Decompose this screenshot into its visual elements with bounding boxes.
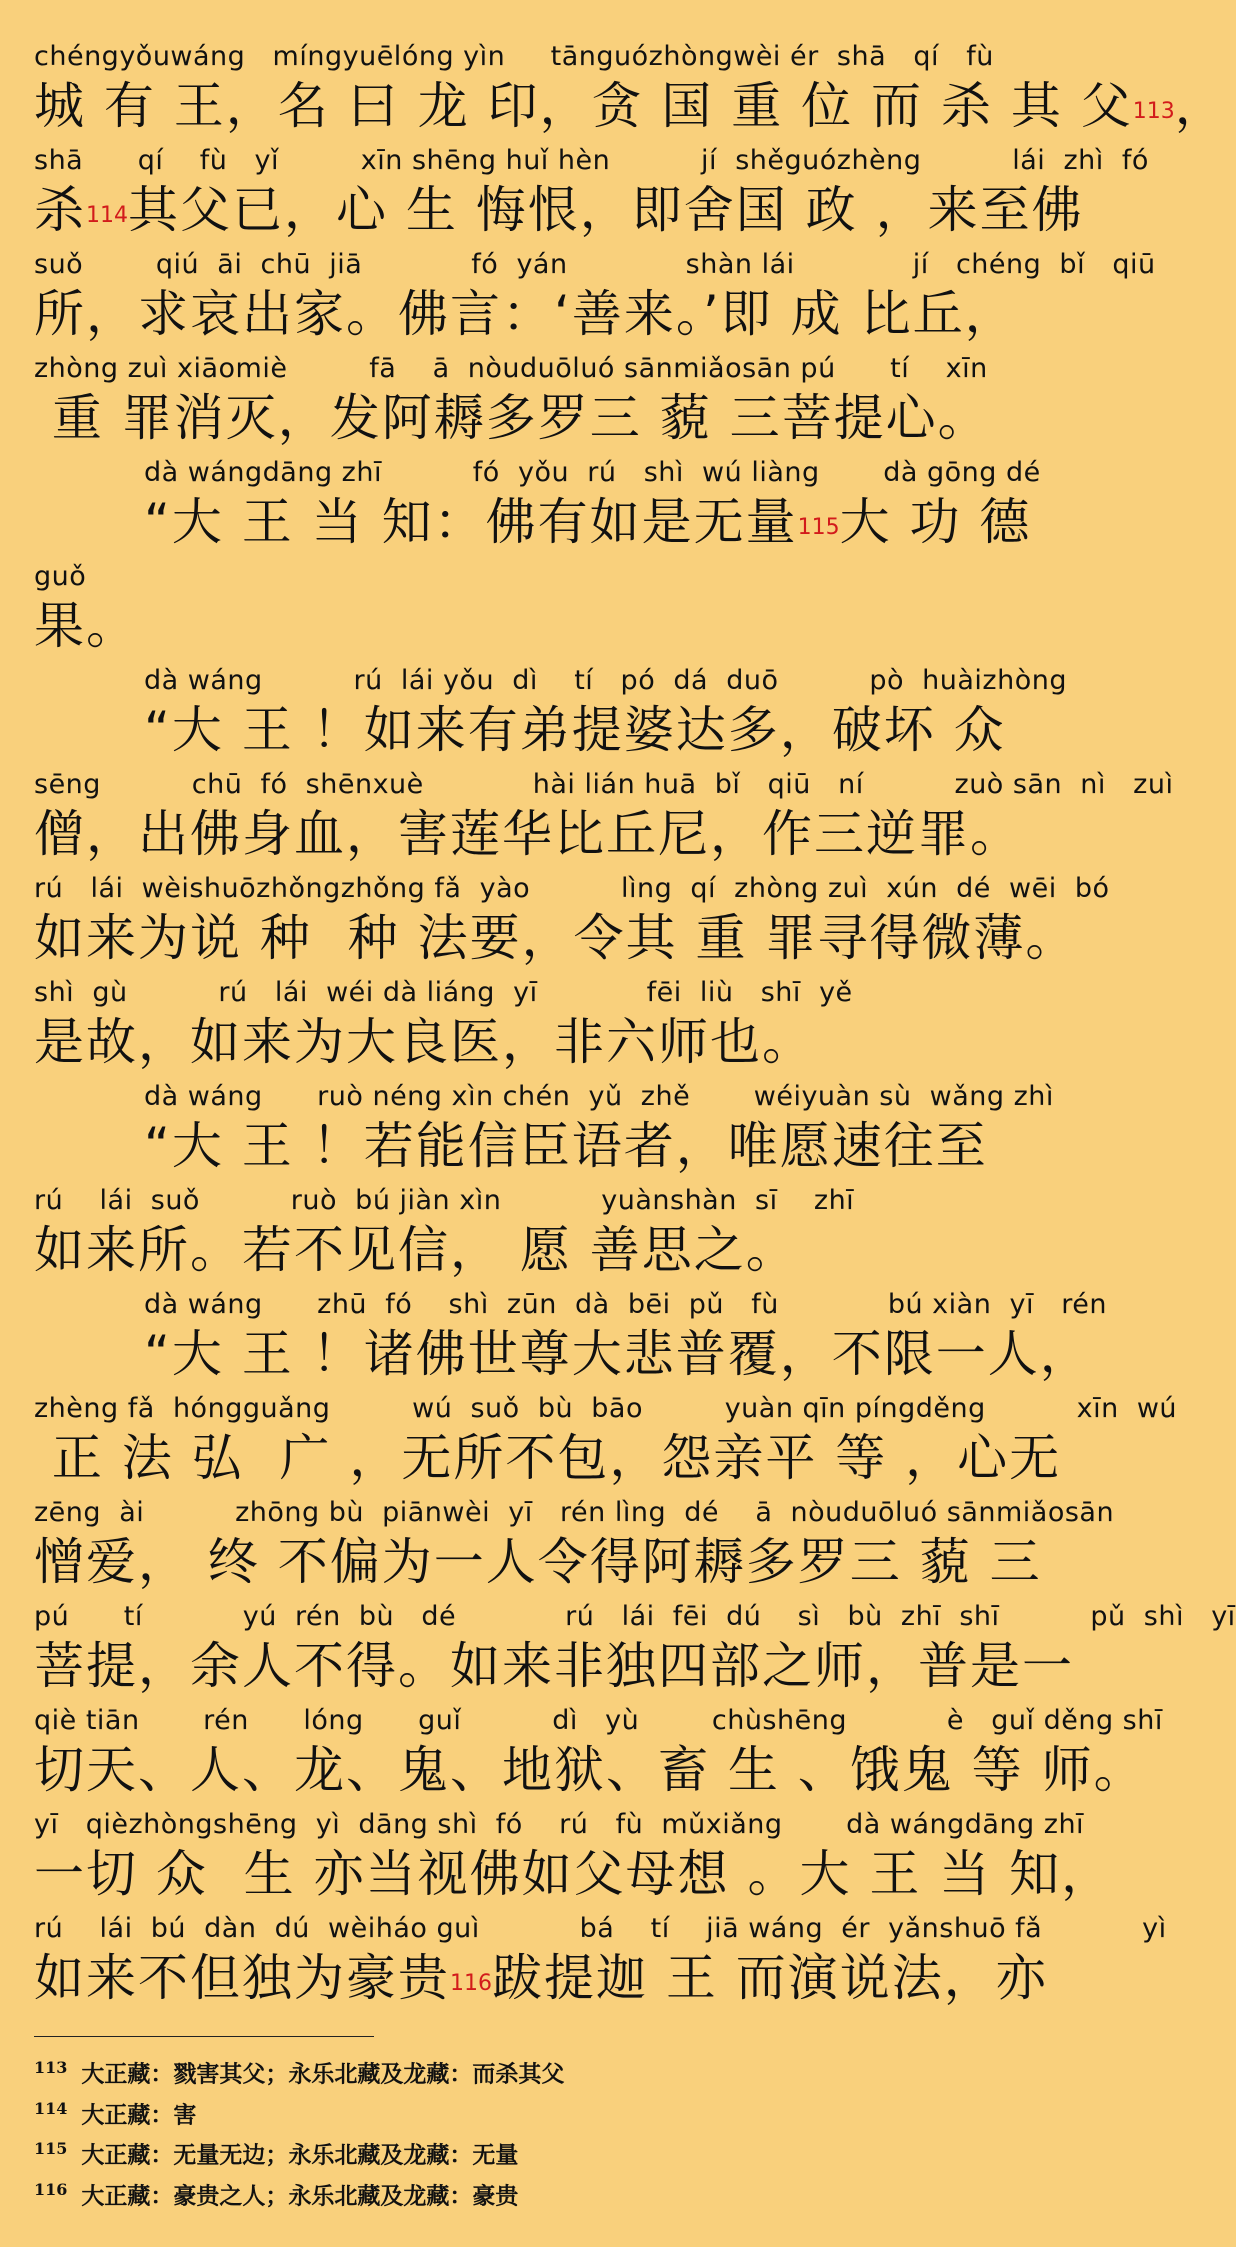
footnote-divider — [34, 2036, 374, 2037]
hanzi-line — [34, 1322, 1092, 1386]
text-line — [34, 768, 1174, 866]
text-line — [34, 664, 1067, 762]
text-line — [34, 976, 1046, 1074]
footnotes — [34, 2051, 1046, 2214]
hanzi-text: 切天、人、龙、鬼、地狱、畜 生 、饿鬼 等 师。 — [34, 1741, 1146, 1799]
hanzi-text: 正 法 弘 广 ，无所不包，怨亲平 等 ，心无 — [34, 1429, 1062, 1487]
footnote-ref[interactable]: 113 — [1132, 99, 1175, 124]
hanzi-text: 城 有 王，名 曰 龙 印，贪 国 重 位 而 杀 其 父 — [34, 77, 1133, 135]
hanzi-line — [34, 1426, 1062, 1490]
text-line — [34, 560, 1046, 658]
footnote — [34, 2132, 1046, 2173]
hanzi-text: 重 罪消灭，发阿耨多罗三 藐 三菩提心。 — [34, 389, 990, 447]
hanzi-text: 如来为说 种 种 法要，令其 重 罪寻得微薄。 — [34, 909, 1078, 967]
pinyin-line: pú tí yú rén bù dé rú lái fēi dú sì bù zhī shī pǔ shì yī — [34, 1601, 1236, 1632]
pinyin-line: dà wángdāng zhī fó yǒu rú shì wú liàng dà gōng dé — [144, 457, 1041, 488]
pinyin-line: zhèng fǎ hóngguǎng wú suǒ bù bāo yuàn qīn píngděng xīn wú — [34, 1393, 1178, 1424]
pinyin-line: zhòng zuì xiāomiè fā ā nòuduōluó sānmiǎosān pú tí xīn — [34, 353, 988, 384]
footnote-number: 114 — [34, 2098, 68, 2118]
footnote-ref[interactable]: 114 — [86, 203, 128, 228]
footnote-text: 大正藏：无量无边；永乐北藏及龙藏：无量 — [81, 2141, 519, 2169]
text-line — [34, 144, 1149, 242]
text-line — [34, 1392, 1178, 1490]
text-body — [34, 40, 1236, 2010]
text-line — [34, 456, 1046, 554]
pinyin-line: shā qí fù yǐ xīn shēng huǐ hèn jí shěguózhèng lái zhì fó — [34, 145, 1149, 176]
pinyin-line: suǒ qiú āi chū jiā fó yán shàn lái jí chéng bǐ qiū — [34, 249, 1156, 280]
hanzi-line — [34, 594, 1046, 658]
text-line — [34, 1704, 1163, 1802]
hanzi-line — [34, 1010, 1046, 1074]
hanzi-text: “大 王 ！如来有弟提婆达多，破坏 众 — [144, 701, 1006, 759]
pinyin-line: zēng ài zhōng bù piānwèi yī rén lìng dé ā nòuduōluó sānmiǎosān — [34, 1497, 1115, 1528]
text-line — [34, 1496, 1115, 1594]
hanzi-text: 果。 — [34, 597, 138, 655]
hanzi-text-tail: ， — [1174, 77, 1227, 135]
hanzi-text-tail: 其父已，心 生 悔恨，即舍国 政 ，来至佛 — [128, 181, 1084, 239]
hanzi-line — [34, 1114, 1046, 1178]
hanzi-line — [34, 282, 1046, 346]
hanzi-line — [34, 1634, 1074, 1698]
hanzi-text: 憎爱， 终 不偏为一人令得阿耨多罗三 藐 三 — [34, 1533, 1042, 1591]
text-line — [34, 40, 1227, 138]
pinyin-line: dà wáng ruò néng xìn chén yǔ zhě wéiyuàn sù wǎng zhì — [144, 1081, 1054, 1112]
hanzi-text: “大 王 ！若能信臣语者，唯愿速往至 — [144, 1117, 988, 1175]
hanzi-text: 僧，出佛身血，害莲华比丘尼，作三逆罪。 — [34, 805, 1022, 863]
footnote-ref[interactable]: 115 — [797, 515, 840, 540]
footnote — [34, 2092, 1046, 2133]
text-line — [34, 352, 1046, 450]
hanzi-text: 如来所。若不见信， 愿 善思之。 — [34, 1221, 798, 1279]
hanzi-line — [34, 1842, 1114, 1906]
hanzi-text: 是故，如来为大良医，非六师也。 — [34, 1013, 814, 1071]
pinyin-line: rú lái wèishuōzhǒngzhǒng fǎ yào lìng qí zhòng zuì xún dé wēi bó — [34, 873, 1110, 904]
footnote-text: 大正藏：害 — [81, 2101, 197, 2129]
text-line — [34, 1288, 1107, 1386]
footnote — [34, 2051, 1046, 2092]
pinyin-line: chéngyǒuwáng míngyuēlóng yìn tānguózhòngwèi ér shā qí fù — [34, 41, 994, 72]
hanzi-line — [34, 1530, 1046, 1594]
hanzi-line — [34, 74, 1227, 138]
footnote-ref[interactable]: 116 — [450, 1971, 492, 1996]
hanzi-text-tail: 跋提迦 王 而演说法，亦 — [492, 1949, 1048, 2007]
text-line — [34, 248, 1156, 346]
footnote-text: 大正藏：豪贵之人；永乐北藏及龙藏：豪贵 — [81, 2182, 519, 2210]
hanzi-text: 如来不但独为豪贵 — [34, 1949, 450, 2007]
hanzi-line — [34, 386, 1046, 450]
hanzi-text: 菩提，余人不得。如来非独四部之师，普是一 — [34, 1637, 1074, 1695]
hanzi-line — [34, 1738, 1146, 1802]
footnote-text: 大正藏：戮害其父；永乐北藏及龙藏：而杀其父 — [81, 2060, 565, 2088]
footnote-number: 115 — [34, 2139, 68, 2159]
text-line — [34, 1184, 1046, 1282]
hanzi-line — [34, 906, 1078, 970]
pinyin-line: dà wáng rú lái yǒu dì tí pó dá duō pò huàizhòng — [144, 665, 1067, 696]
hanzi-text: “大 王 当 知：佛有如是无量 — [144, 493, 798, 551]
hanzi-line — [34, 698, 1046, 762]
hanzi-line — [34, 1946, 1046, 2010]
hanzi-line — [34, 1218, 1046, 1282]
hanzi-text: 所，求哀出家。佛言：‘善来。’即 成 比丘， — [34, 285, 1017, 343]
pinyin-line: rú lái suǒ ruò bú jiàn xìn yuànshàn sī zhī — [34, 1185, 855, 1216]
hanzi-line — [34, 802, 1046, 866]
pinyin-line: yī qièzhòngshēng yì dāng shì fó rú fù mǔxiǎng dà wángdāng zhī — [34, 1809, 1085, 1840]
hanzi-line — [34, 490, 1046, 554]
footnote-number: 116 — [34, 2179, 68, 2199]
text-line — [34, 1080, 1054, 1178]
text-line — [34, 1600, 1236, 1698]
text-line — [34, 1912, 1167, 2010]
hanzi-text: 杀 — [34, 181, 86, 239]
text-line — [34, 872, 1110, 970]
pinyin-line: qiè tiān rén lóng guǐ dì yù chùshēng è guǐ děng shī — [34, 1705, 1163, 1736]
hanzi-text-tail: 大 功 德 — [839, 493, 1032, 551]
pinyin-line: shì gù rú lái wéi dà liáng yī fēi liù shī yě — [34, 977, 853, 1008]
hanzi-text: “大 王 ！诸佛世尊大悲普覆，不限一人， — [144, 1325, 1092, 1383]
pinyin-line: guǒ — [34, 561, 87, 592]
footnote-number: 113 — [34, 2058, 68, 2077]
pinyin-line: sēng chū fó shēnxuè hài lián huā bǐ qiū ní zuò sān nì zuì — [34, 769, 1174, 800]
hanzi-line — [34, 178, 1084, 242]
pinyin-line: rú lái bú dàn dú wèiháo guì bá tí jiā wáng ér yǎnshuō fǎ yì — [34, 1913, 1167, 1944]
hanzi-text: 一切 众 生 亦当视佛如父母想 。大 王 当 知， — [34, 1845, 1114, 1903]
footnote — [34, 2173, 1046, 2214]
text-line — [34, 1808, 1114, 1906]
pinyin-line: dà wáng zhū fó shì zūn dà bēi pǔ fù bú xiàn yī rén — [144, 1289, 1107, 1320]
